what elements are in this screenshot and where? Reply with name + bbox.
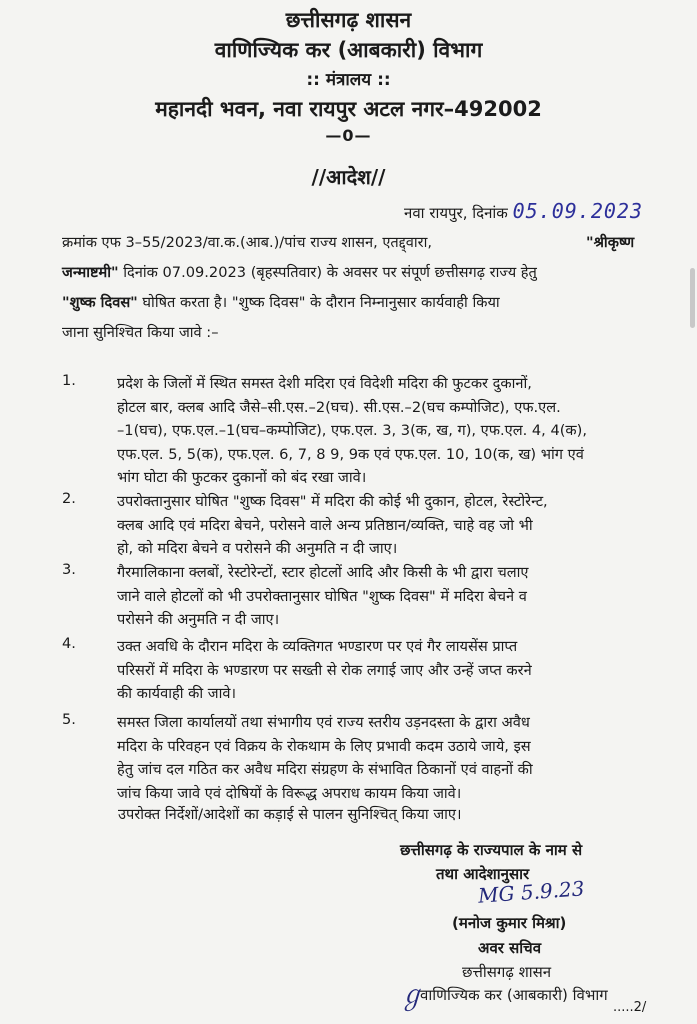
- point-line: हेतु जांच दल गठित कर अवैध मदिरा संग्रहण के संभावित ठिकानों एवं वाहनों की: [117, 761, 533, 778]
- signature-authority-line: छत्तीसगढ़ के राज्यपाल के नाम से: [400, 841, 583, 859]
- intro-line-3: "शुष्क दिवस" घोषित करता है। "शुष्क दिवस" के दौरान निम्नानुसार कार्यवाही किया: [62, 294, 500, 311]
- scrollbar[interactable]: [690, 268, 695, 328]
- header-ministry: :: मंत्रालय ::: [306, 70, 391, 90]
- intro-line-4: जाना सुनिश्चित किया जावे :–: [62, 324, 219, 341]
- point-line: गैरमालिकाना क्लबों, रेस्टोरेन्टों, स्टार होटलों आदि और किसी के भी द्वारा चलाए: [117, 564, 529, 581]
- point-line: समस्त जिला कार्यालयों तथा संभागीय एवं राज्य स्तरीय उड़नदस्ता के द्वारा अवैध: [117, 714, 530, 731]
- point-number: 3.: [62, 561, 76, 578]
- point-line: एफ.एल. 5, 5(क), एफ.एल. 6, 7, 8 9, 9क एवं एफ.एल. 10, 10(क, ख) भांग एवं: [117, 445, 584, 463]
- point-line: भांग घोटा की फुटकर दुकानों को बंद रखा जावे।: [117, 469, 367, 486]
- date-label: नवा रायपुर, दिनांक: [404, 204, 508, 222]
- date-line: [404, 199, 643, 223]
- point-line: की कार्यवाही की जावे।: [117, 685, 237, 702]
- handwritten-date: 05.09.2023: [512, 199, 644, 223]
- point-line: परिसरों में मदिरा के भण्डारण पर सख्ती से रोक लगाई जाए और उन्हें जप्त करने: [117, 661, 532, 679]
- order-title: //आदेश//: [311, 165, 386, 189]
- point-line: होटल बार, क्लब आदि जैसे–सी.एस.–2(घच). सी.एस.–2(घच कम्पोजिट), एफ.एल.: [117, 398, 561, 416]
- header-separator: —0—: [325, 126, 372, 145]
- point-line: –1(घच), एफ.एल.–1(घच–कम्पोजिट), एफ.एल. 3, 3(क, ख, ग), एफ.एल. 4, 4(क),: [117, 422, 587, 439]
- handwritten-initials: MG 5.9.23: [477, 876, 586, 908]
- point-number: 5.: [62, 711, 76, 728]
- point-line: मदिरा के परिवहन एवं विक्रय के रोकथाम के लिए प्रभावी कदम उठाये जाये, इस: [117, 737, 531, 755]
- point-line: क्लब आदि एवं मदिरा बेचने, परोसने वाले अन्य प्रतिष्ठान/व्यक्ति, चाहे वह जो भी: [117, 516, 533, 534]
- point-line: जाने वाले होटलों को भी उपरोक्तानुसार घोषित "शुष्क दिवस" में मदिरा बेचने व: [117, 587, 527, 605]
- intro-line-1: क्रमांक एफ 3–55/2023/वा.क.(आब.)/पांच राज्य शासन, एतद्द्वारा,: [62, 234, 433, 251]
- point-line: हो, को मदिरा बेचने व परोसने की अनुमति न दी जाए।: [117, 540, 398, 557]
- header-address: महानदी भवन, नवा रायपुर अटल नगर–492002: [155, 97, 542, 121]
- header-department: वाणिज्यिक कर (आबकारी) विभाग: [214, 38, 483, 62]
- signatory-name: (मनोज कुमार मिश्रा): [452, 914, 567, 932]
- point-line: उपरोक्तानुसार घोषित "शुष्क दिवस" में मदिरा की कोई भी दुकान, होटल, रेस्टोरेन्ट,: [117, 493, 548, 510]
- point-line: उक्त अवधि के दौरान मदिरा के व्यक्तिगत भण्डारण पर एवं गैर लायसेंस प्राप्त: [117, 638, 518, 655]
- intro-line-2: जन्माष्टमी" दिनांक 07.09.2023 (बृहस्पतिवार) के अवसर पर संपूर्ण छत्तीसगढ़ राज्य हेतु: [62, 264, 537, 281]
- intro-line-1-festival: "श्रीकृष्ण: [586, 234, 635, 251]
- page-number: .....2/: [613, 1000, 647, 1015]
- point-number: 2.: [62, 490, 76, 507]
- point-line: प्रदेश के जिलों में स्थित समस्त देशी मदिरा एवं विदेशी मदिरा की फुटकर दुकानों,: [117, 375, 532, 392]
- closing-instruction: उपरोक्त निर्देशों/आदेशों का कड़ाई से पालन सुनिश्चित् किया जाए।: [118, 806, 462, 823]
- point-line: जांच किया जावे एवं दोषियों के विरूद्ध अपराध कायम किया जावे।: [117, 784, 462, 802]
- signatory-designation: अवर सचिव: [478, 939, 542, 957]
- signature-scribble-icon: ℊ: [396, 979, 427, 1013]
- signatory-department: वाणिज्यिक कर (आबकारी) विभाग: [420, 986, 608, 1004]
- point-number: 4.: [62, 635, 76, 652]
- signature-order-line: तथा आदेशानुसार: [436, 865, 530, 883]
- point-number: 1.: [62, 372, 76, 389]
- header-government: छत्तीसगढ़ शासन: [285, 8, 412, 32]
- signatory-government: छत्तीसगढ़ शासन: [462, 963, 552, 981]
- point-line: परोसने की अनुमति न दी जाए।: [117, 611, 280, 628]
